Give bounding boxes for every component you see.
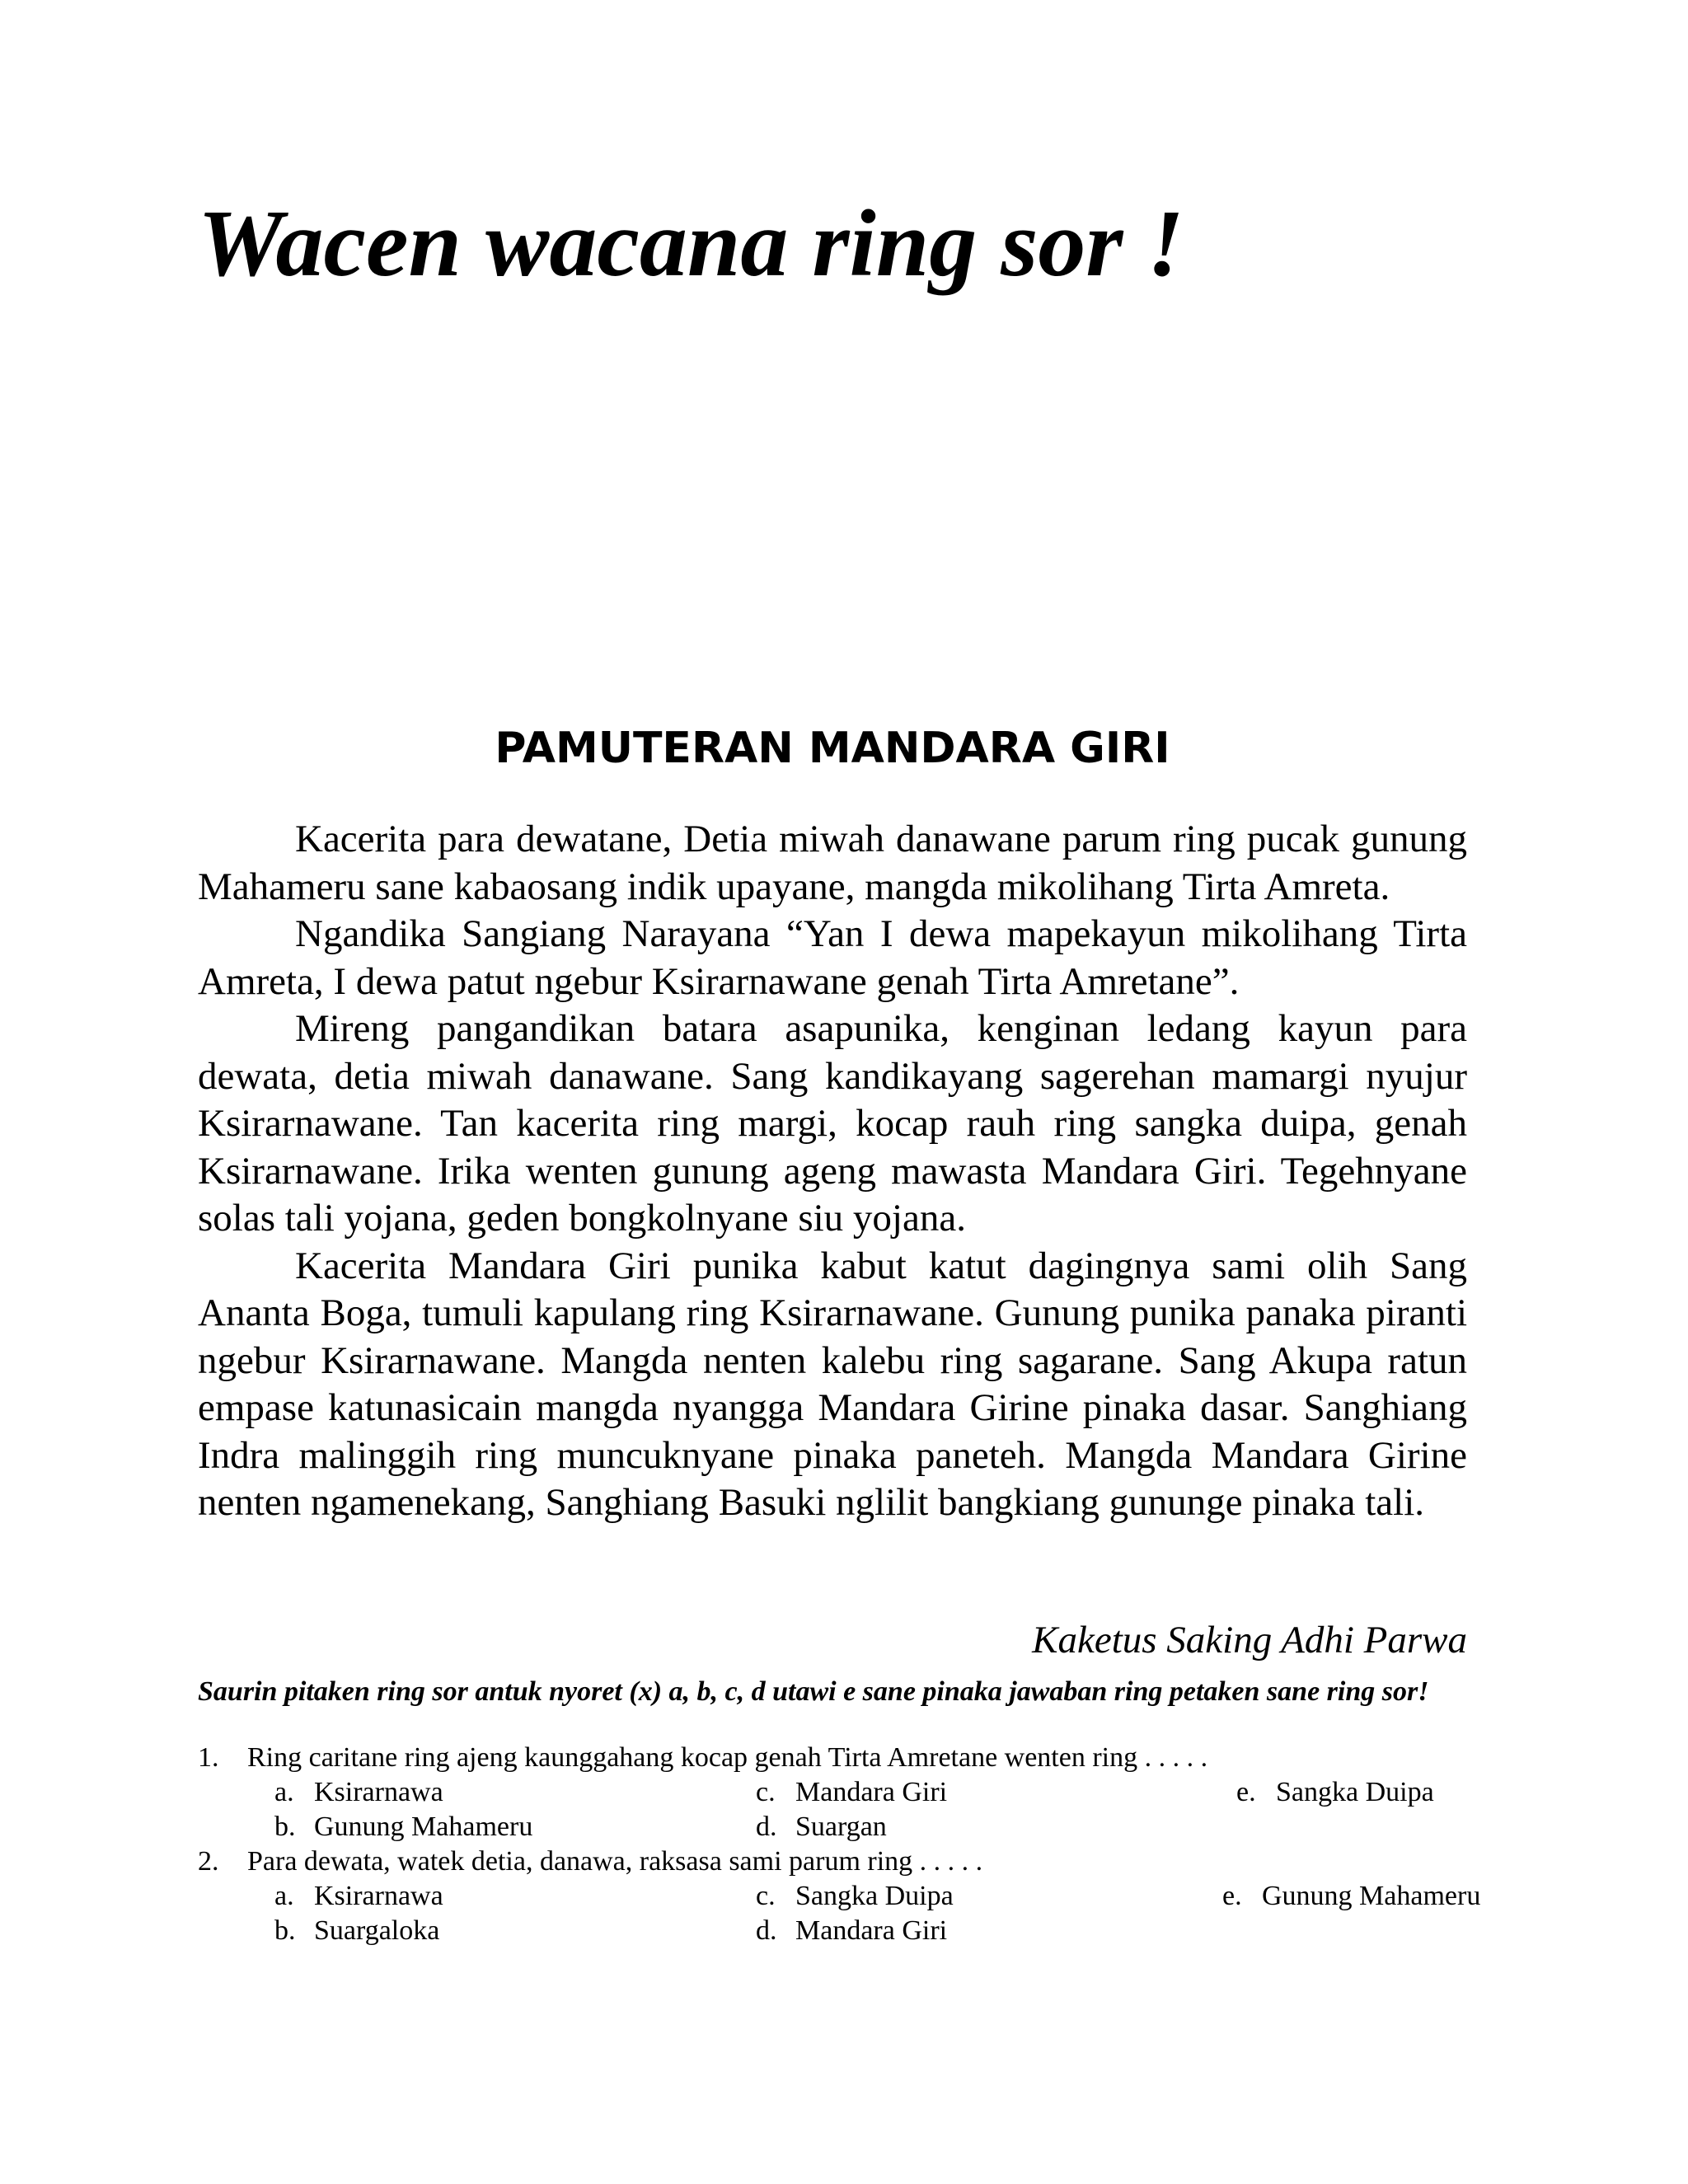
option-text: Mandara Giri [795, 1915, 948, 1946]
option-text: Ksirarnawa [314, 1777, 443, 1807]
story-title: PAMUTERAN MANDARA GIRI [495, 724, 1170, 773]
option-letter: b. [274, 1811, 296, 1842]
option-text: Mandara Giri [795, 1777, 948, 1807]
option-letter: c. [756, 1881, 776, 1911]
question-text: Para dewata, watek detia, danawa, raksasa sami parum ring . . . . . [247, 1846, 983, 1877]
option-letter: a. [274, 1881, 294, 1911]
story-paragraph: Mireng pangandikan batara asapunika, kenginan ledang kayun para dewata, detia miwah danawane. Sang kandikayang sagerehan mamargi nyujur Ksirarnawane. Tan kacerita ring margi, kocap rauh ring sangka duipa, genah Ksirarnawane. Irika wenten gunung ageng mawasta Mandara Giri. Tegehnyane solas tali yojana, geden bongkolnyane siu yojana. [198, 1007, 1467, 1240]
option-letter: a. [274, 1777, 294, 1807]
answer-option[interactable] [756, 1879, 954, 1914]
story-source: Kaketus Saking Adhi Parwa [1032, 1619, 1467, 1661]
option-text: Suargan [795, 1811, 887, 1842]
question-number: 1. [198, 1742, 219, 1773]
story-body [198, 816, 1467, 1527]
page-heading: Wacen wacana ring sor ! [198, 191, 1184, 297]
answer-option[interactable] [756, 1914, 947, 1948]
option-text: Ksirarnawa [314, 1881, 443, 1911]
instruction-text: Saurin pitaken ring sor antuk nyoret (x) a, b, c, d utawi e sane pinaka jawaban ring petaken sane ring sor! [198, 1676, 1429, 1707]
option-letter: d. [756, 1915, 777, 1946]
answer-option[interactable] [274, 1810, 532, 1844]
option-letter: e. [1236, 1777, 1256, 1807]
answer-option[interactable] [274, 1775, 443, 1810]
story-paragraph: Ngandika Sangiang Narayana “Yan I dewa mapekayun mikolihang Tirta Amreta, I dewa patut ngebur Ksirarnawane genah Tirta Amretane”. [198, 912, 1467, 1003]
answer-option[interactable] [274, 1879, 443, 1914]
answer-option[interactable] [274, 1914, 439, 1948]
option-text: Sangka Duipa [795, 1881, 954, 1911]
option-text: Sangka Duipa [1276, 1777, 1434, 1807]
option-text: Gunung Mahameru [314, 1811, 533, 1842]
question-text: Ring caritane ring ajeng kaunggahang kocap genah Tirta Amretane wenten ring . . . . . [247, 1742, 1208, 1773]
option-text: Gunung Mahameru [1262, 1881, 1481, 1911]
answer-option[interactable] [756, 1810, 887, 1844]
story-paragraph: Kacerita para dewatane, Detia miwah danawane parum ring pucak gunung Mahameru sane kabaosang indik upayane, mangda mikolihang Tirta Amreta. [198, 818, 1467, 908]
option-text: Suargaloka [314, 1915, 440, 1946]
answer-option[interactable] [1222, 1879, 1480, 1914]
option-letter: b. [274, 1915, 296, 1946]
answer-option[interactable] [1236, 1775, 1434, 1810]
option-letter: e. [1222, 1881, 1242, 1911]
answer-option[interactable] [756, 1775, 947, 1810]
story-paragraph: Kacerita Mandara Giri punika kabut katut dagingnya sami olih Sang Ananta Boga, tumuli kapulang ring Ksirarnawane. Gunung punika panaka piranti ngebur Ksirarnawane. Mangda nenten kalebu ring sagarane. Sang Akupa ratun empase katunasicain mangda nyangga Mandara Girine pinaka dasar. Sanghiang Indra malinggih ring muncuknyane pinaka paneteh. Mangda Mandara Girine nenten ngamenekang, Sanghiang Basuki nglilit bangkiang gununge pinaka tali. [198, 1244, 1467, 1524]
question-number: 2. [198, 1846, 219, 1877]
option-letter: d. [756, 1811, 777, 1842]
option-letter: c. [756, 1777, 776, 1807]
